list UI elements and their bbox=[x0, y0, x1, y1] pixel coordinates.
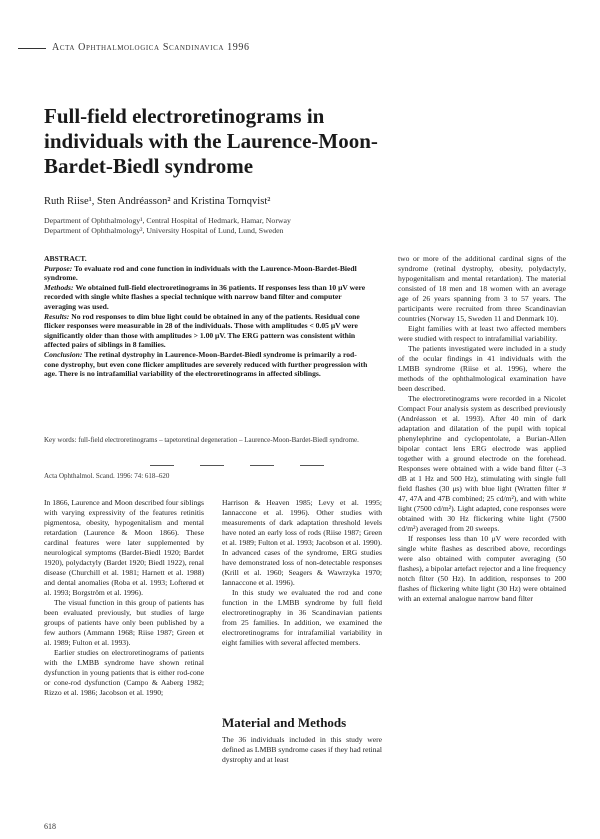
purpose-text: To evaluate rod and cone function in individuals with the Laurence-Moon-Bardet-Biedl syndrome. bbox=[44, 263, 357, 283]
paragraph: Harrison & Heaven 1985; Levy et al. 1995; Iannaccone et al. 1996). Other studies with measurements of dark adaptation threshold levels have noted an early loss of rods (Riise 1987; Green et al. 1989; Fulton et al. 1993; Jacobson et al. 1990). In advanced cases of the syndrome, ERG studies have demonstrated loss of non-detectable responses (Krill et al. 1960; Seagers & Wawrzyka 1970; Iannaccone et al. 1996). bbox=[222, 498, 382, 587]
affiliation-1: Department of Ophthalmology¹, Central Hospital of Hedmark, Hamar, Norway bbox=[44, 216, 291, 225]
methods-text: We obtained full-field electroretinograms in 36 patients. If responses less than 10 μV were recorded with single white flashes a special technique with narrow band filter and computer averaging was used. bbox=[44, 282, 366, 311]
conclusion-text: The retinal dystrophy in Laurence-Moon-Bardet-Biedl syndrome is primarily a rod-cone dystrophy, but even cone flicker amplitudes are severely reduced with further progression with age. There is no intrafamilial variability of the electroretinograms in affected siblings. bbox=[44, 349, 368, 379]
paragraph: If responses less than 10 μV were recorded with single white flashes as described above, recordings were also obtained with computer averaging (50 flashes), a bipolar artefact rejector and a line frequency notch filter (50 Hz). In addition, responses to 200 flashes of flickering white light (30 Hz) were obtained with an external analogue narrow band filter bbox=[398, 534, 566, 603]
right-column bbox=[398, 254, 566, 604]
left-column bbox=[44, 498, 204, 698]
abstract-heading: ABSTRACT. bbox=[44, 254, 87, 263]
abstract-methods bbox=[44, 283, 370, 312]
methods-label: Methods: bbox=[44, 282, 74, 292]
separator-mark bbox=[300, 465, 324, 466]
affiliation-2: Department of Ophthalmology², University Hospital of Lund, Lund, Sweden bbox=[44, 225, 284, 235]
header-rule bbox=[18, 48, 46, 49]
paragraph: Eight families with at least two affected members were studied with respect to intrafamilial variability. bbox=[398, 324, 566, 343]
paragraph: In this study we evaluated the rod and cone function in the LMBB syndrome by full field electroretinography in 36 Scandinavian patients from 25 families. In addition, we examined the electroretinograms for intrafamilial variability in eight families with several affected members. bbox=[222, 588, 382, 647]
middle-column bbox=[222, 498, 382, 648]
paragraph: Earlier studies on electroretinograms of patients with the LMBB syndrome have shown retinal dysfunction in young patients that is either rod-cone or cone-rod dysfunction (Campo & Aaberg 1982; Rizzo et al. 1986; Jacobson et al. 1990; bbox=[44, 648, 204, 697]
keywords: Key words: full-field electroretinograms – tapetoretinal degeneration – Laurence-Moon-Bardet-Biedl syndrome. bbox=[44, 436, 359, 444]
page-number: 618 bbox=[44, 822, 56, 831]
paragraph: The patients investigated were included in a study of the ocular findings in 41 individuals with the LMBB syndrome (Riise et al. 1996), where the methods of the ophthalmological examination have been described. bbox=[398, 344, 566, 393]
paragraph: The electroretinograms were recorded in a Nicolet Compact Four analysis system as described previously (Andréasson et al. 1993). After 40 min of dark adaptation and dilatation of the pupil with topical phenylephrine and cyclopentolate, a Burian-Allen bipolar contact lens ERG electrode was applied together with a ground electrode on the forehead. Responses were obtained with a wide band filter (–3 dB at 1 Hz and 500 Hz), stimulating with single full field flashes (30 μs) with blue light (Wratten filter # 47, 47A and 47B combined; 25 cd/m²), and with white light (7500 cd/m²). Light adapted, cone responses were obtained with 30 Hz flickering white light (7500 cd/m²) averaged from 20 sweeps. bbox=[398, 394, 566, 533]
abstract-results bbox=[44, 312, 370, 350]
abstract-conclusion bbox=[44, 350, 370, 379]
abstract bbox=[44, 254, 370, 379]
citation-line: Acta Ophthalmol. Scand. 1996: 74: 618–620 bbox=[44, 472, 170, 480]
paragraph: The visual function in this group of patients has been evaluated previously, but studies of large groups of patients have only been published by a few authors (Ammann 1968; Riise 1987; Green et al. 1989; Fulton et al. 1993). bbox=[44, 598, 204, 647]
intro-paragraph: In 1866, Laurence and Moon described four siblings with varying expressivity of the features retinitis pigmentosa, obesity, hypogenitalism and mental retardation (Laurence & Moon 1866). These cardinal features were later supplemented by neurological symptoms (Bardet-Biedl 1920; Bardet 1920), polydactyly (Bardet 1920; Biedl 1922), renal disease (Churchill et al. 1981; Harnett et al. 1988) and dental anomalies (Roba et al. 1993; Lofterød et al. 1993; Borgström et al. 1996). bbox=[44, 498, 204, 597]
section-heading: Material and Methods bbox=[222, 715, 347, 730]
affiliations bbox=[44, 216, 291, 235]
authors: Ruth Riise¹, Sten Andréasson² and Kristina Tornqvist² bbox=[44, 196, 271, 207]
purpose-label: Purpose: bbox=[44, 263, 73, 273]
abstract-purpose bbox=[44, 264, 370, 283]
methods-paragraph: The 36 individuals included in this study were defined as LMBB syndrome cases if they had retinal dystrophy and at least bbox=[222, 735, 382, 764]
separator-mark bbox=[250, 465, 274, 466]
results-text: No rod responses to dim blue light could be obtained in any of the patients. Residual cone flicker responses were measurable in 28 of the individuals. Those with amplitudes < 0.05 μV were significantly older than those with amplitudes > 1.00 μV. The ERG pattern was consistent within affected pairs of siblings in 8 families. bbox=[44, 311, 360, 350]
running-header: Acta Ophthalmologica Scandinavica 1996 bbox=[52, 42, 250, 53]
separator-mark bbox=[150, 465, 174, 466]
results-label: Results: bbox=[44, 311, 70, 321]
article-title: Full-field electroretinograms in individuals with the Laurence-Moon-Bardet-Biedl syndrome bbox=[44, 104, 378, 178]
paragraph: two or more of the additional cardinal signs of the syndrome (retinal dystrophy, obesity, polydactyly, hypogenitalism and mental retardation). The material consisted of 18 men and 18 women with an average age of 26 years spanning from 3 to 57 years. The participants were recruited from three Scandinavian countries (Norway 15, Sweden 11 and Denmark 10). bbox=[398, 254, 566, 323]
conclusion-label: Conclusion: bbox=[44, 349, 83, 359]
separator-mark bbox=[200, 465, 224, 466]
